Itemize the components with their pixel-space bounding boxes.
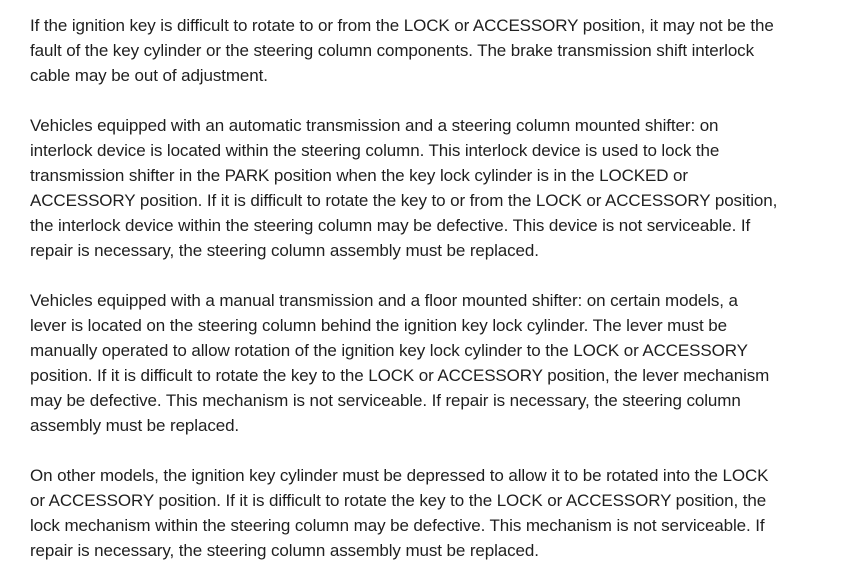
paragraph-other-models: On other models, the ignition key cylinder must be depressed to allow it to be rotated into the LOCK or ACCESSORY position. If it is difficult to rotate the key to the LOCK or ACCESSORY position, the lock mechanism within the steering column may be defective. This mechanism is not serviceable. If repair is necessary, the steering column assembly must be replaced.	[30, 466, 769, 560]
paragraph-automatic-transmission: Vehicles equipped with an automatic transmission and a steering column mounted shifter: on interlock device is located within the steering column. This interlock device is used to lock the transmission shifter in the PARK position when the key lock cylinder is in the LOCKED or ACCESSORY position. If it is difficult to rotate the key to or from the LOCK or ACCESSORY position, the interlock device within the steering column may be defective. This device is not serviceable. If repair is necessary, the steering column assembly must be replaced.	[30, 116, 778, 260]
paragraph-key-difficult-rotate: If the ignition key is difficult to rotate to or from the LOCK or ACCESSORY position, it may not be the fault of the key cylinder or the steering column components. The brake transmission shift interlock cable may be out of adjustment.	[30, 16, 774, 85]
paragraph-manual-transmission: Vehicles equipped with a manual transmission and a floor mounted shifter: on certain models, a lever is located on the steering column behind the ignition key lock cylinder. The lever must be manually operated to allow rotation of the ignition key lock cylinder to the LOCK or ACCESSORY position. If it is difficult to rotate the key to the LOCK or ACCESSORY position, the lever mechanism may be defective. This mechanism is not serviceable. If repair is necessary, the steering column assembly must be replaced.	[30, 291, 770, 435]
